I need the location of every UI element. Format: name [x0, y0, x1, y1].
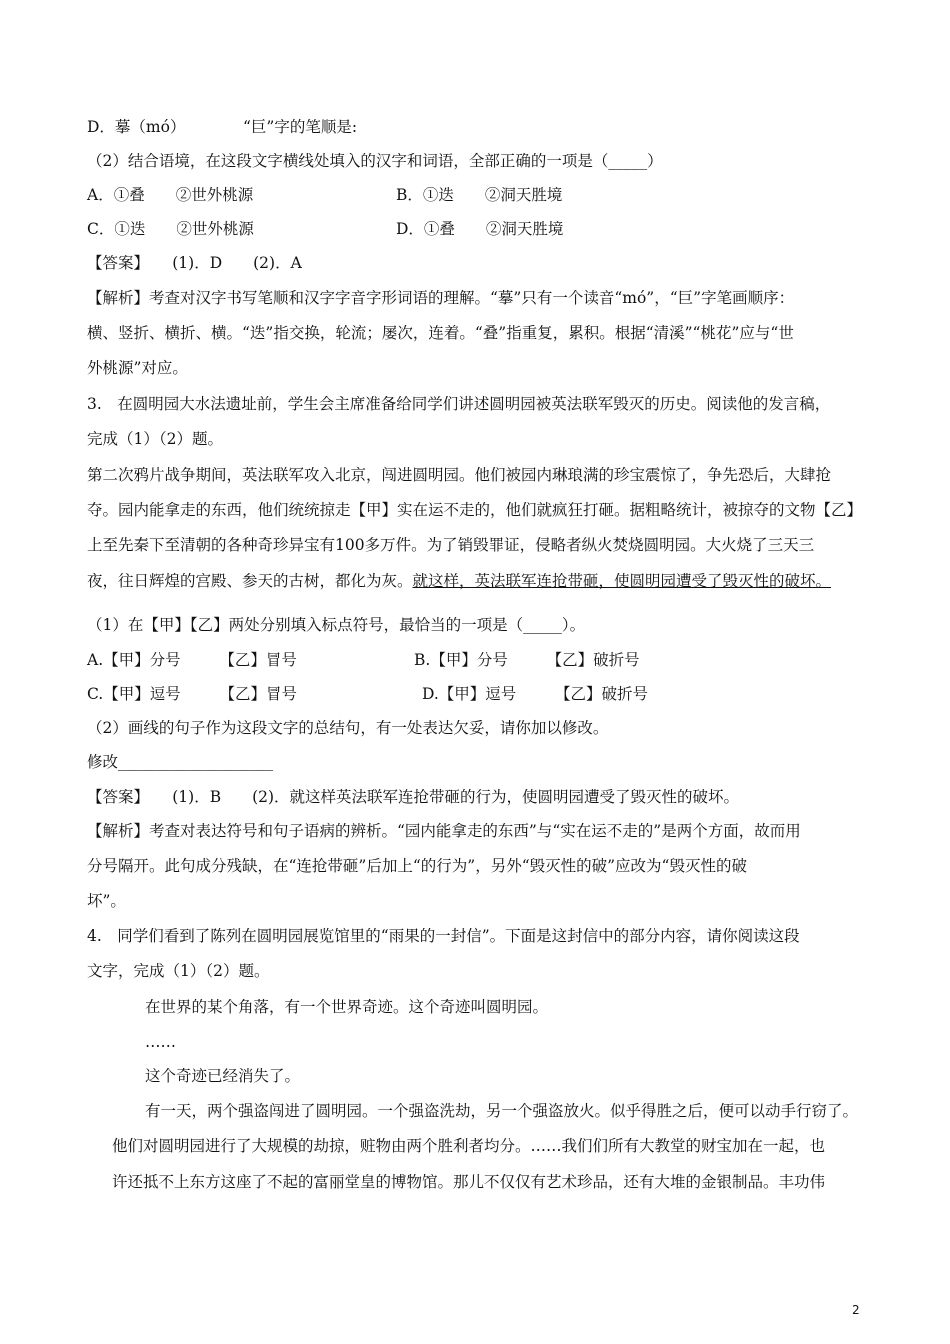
letter-line-2: 这个奇迹已经消失了。	[145, 1067, 301, 1085]
explanation-3-line-1: 【解析】考查对表达符号和句子语病的辨析。“园内能拿走的东西”与“实在运不走的”是两个方面，故而用	[87, 822, 801, 840]
question-3-sub-1: （1）在【甲】【乙】两处分别填入标点符号，最恰当的一项是（_____）。	[87, 616, 586, 634]
explanation-1-line-3: 外桃源”对应。	[87, 359, 188, 377]
letter-line-3: 有一天，两个强盗闯进了圆明园。一个强盗洗劫，另一个强盗放火。似乎得胜之后，便可以动手行窃了。	[145, 1102, 859, 1120]
option-3a: A.【甲】分号 【乙】冒号	[87, 651, 297, 669]
explanation-1-line-1: 【解析】考查对汉字书写笔顺和汉字字音字形词语的理解。“摹”只有一个读音“mó”，“巨”字笔画顺序：	[87, 289, 795, 307]
underlined-sentence: 就这样，英法联军连抢带砸，使圆明园遭受了毁灭性的破坏。	[412, 572, 832, 590]
question-3-line-1: 3. 在圆明园大水法遗址前，学生会主席准备给同学们讲述圆明园被英法联军毁灭的历史。阅读他的发言稿，	[87, 395, 831, 413]
option-d-text: D．摹（mó）	[87, 118, 186, 136]
answer-3: 【答案】 (1)．B (2)．就这样英法联军连抢带砸的行为，使圆明园遭受了毁灭性的破坏。	[87, 788, 740, 806]
option-3c: C.【甲】逗号 【乙】冒号	[87, 685, 297, 703]
option-d: D．①叠 ②洞天胜境	[396, 220, 564, 238]
option-c: C．①迭 ②世外桃源	[87, 220, 254, 238]
option-d-line	[87, 117, 185, 137]
question-4-line-1: 4. 同学们看到了陈列在圆明园展览馆里的“雨果的一封信”。下面是这封信中的部分内容，请你阅读这段	[87, 927, 800, 945]
passage-3-line-4	[87, 571, 831, 591]
explanation-3-line-2: 分号隔开。此句成分残缺，在“连抢带砸”后加上“的行为”，另外“毁灭性的破”应改为“毁灭性的破	[87, 857, 747, 875]
letter-line-1: 在世界的某个角落，有一个世界奇迹。这个奇迹叫圆明园。	[145, 998, 549, 1016]
explanation-1-line-2: 横、竖折、横折、横。“迭”指交换，轮流；屡次，连着。“叠”指重复，累积。根据“清溪”“桃花”应与“世	[87, 324, 794, 342]
stroke-order-question: “巨”字的笔顺是:	[243, 118, 358, 136]
passage-3-line-1: 第二次鸦片战争期间，英法联军攻入北京，闯进圆明园。他们被园内琳琅满的珍宝震惊了，争先恐后，大肆抢	[87, 466, 832, 484]
option-a: A．①叠 ②世外桃源	[87, 186, 254, 204]
question-2-2: （2）结合语境，在这段文字横线处填入的汉字和词语，全部正确的一项是（_____）	[87, 152, 663, 170]
passage-3-line-2: 夺。园内能拿走的东西，他们统统掠走【甲】实在运不走的，他们就疯狂打砸。据粗略统计，被掠夺的文物【乙】	[87, 501, 863, 519]
answer-1: 【答案】 (1)．D (2)．A	[87, 254, 302, 272]
option-3b: B.【甲】分号 【乙】破折号	[414, 651, 640, 669]
option-b: B．①迭 ②洞天胜境	[396, 186, 563, 204]
explanation-3-line-3: 坏”。	[87, 892, 126, 910]
question-3-line-2: 完成（1）（2）题。	[87, 430, 223, 448]
option-3d: D.【甲】逗号 【乙】破折号	[422, 685, 649, 703]
question-4-line-2: 文字，完成（1）（2）题。	[87, 962, 270, 980]
letter-ellipsis: ……	[145, 1033, 176, 1051]
passage-3-line-3: 上至先秦下至清朝的各种奇珍异宝有100多万件。为了销毁罪证，侵略者纵火焚烧圆明园。大火烧了三天三	[87, 536, 815, 554]
passage-3-line-4-text: 夜，往日辉煌的宫殿、参天的古树，都化为灰。	[87, 572, 413, 590]
page-number: 2	[852, 1303, 860, 1317]
question-3-sub-2: （2）画线的句子作为这段文字的总结句，有一处表达欠妥，请你加以修改。	[87, 719, 609, 737]
fix-blank: 修改____________________	[87, 753, 274, 771]
letter-line-5: 许还抵不上东方这座了不起的富丽堂皇的博物馆。那儿不仅仅有艺术珍品，还有大堆的金银制品。丰功伟	[112, 1173, 826, 1191]
letter-line-4: 他们对圆明园进行了大规模的劫掠，赃物由两个胜利者均分。……我们们所有大教堂的财宝加在一起，也	[112, 1137, 826, 1155]
